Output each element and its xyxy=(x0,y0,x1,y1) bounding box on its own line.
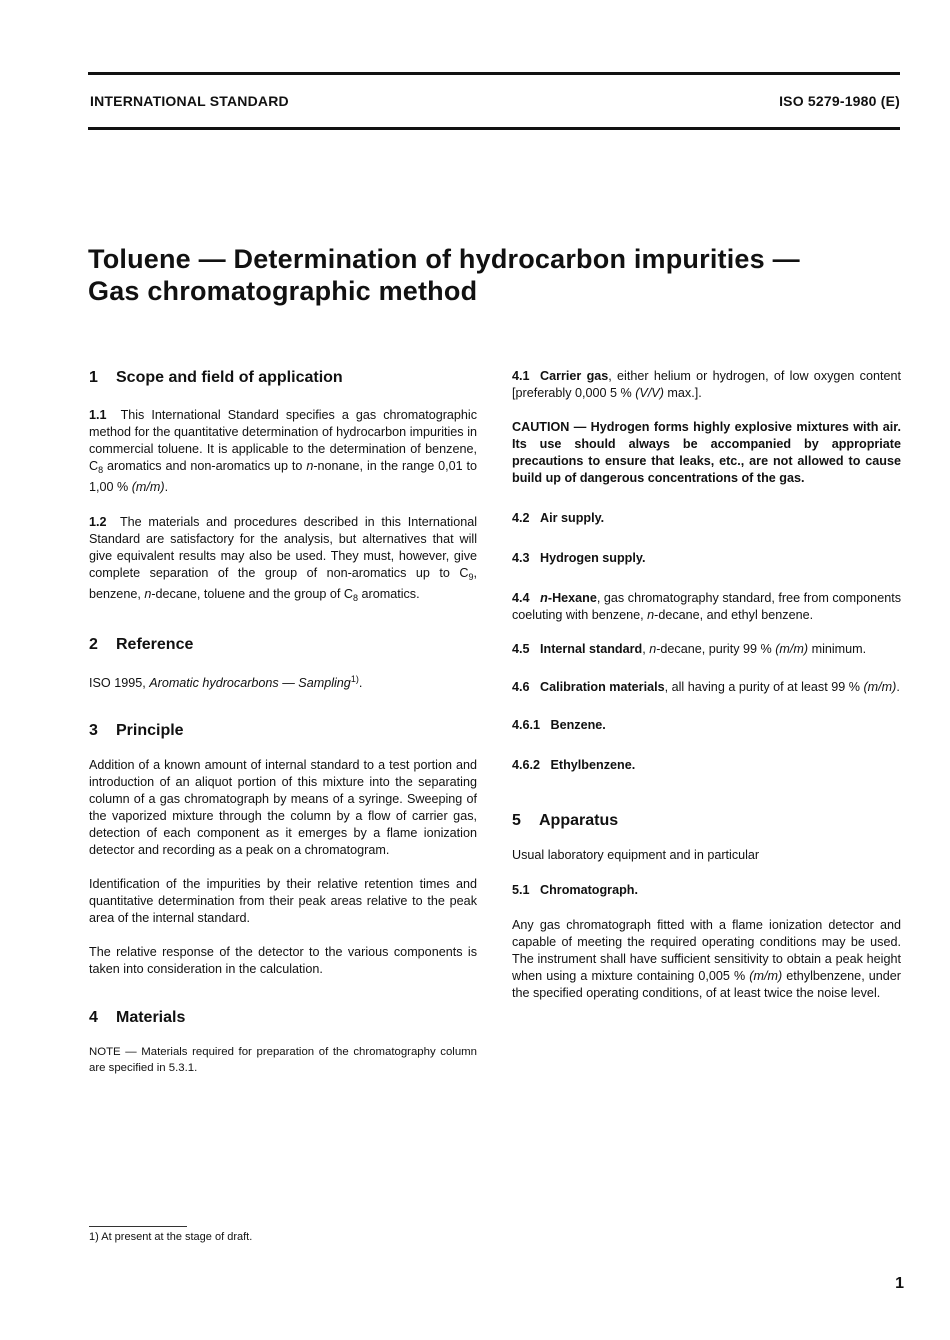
principle-paragraph-3: The relative response of the detector to the various components is taken into consideration in the calculation. xyxy=(89,945,477,976)
section-1-heading: 1 Scope and field of application xyxy=(89,369,343,386)
caution-notice: CAUTION — Hydrogen forms highly explosive mixtures with air. Its use should always be accompanied by appropriate precautions to ensure that leaks, etc., are not allowed to cause build up of dangerous concentrations of the gas. xyxy=(512,420,901,485)
header-document-number: ISO 5279-1980 (E) xyxy=(779,93,900,109)
chromatograph-description: Any gas chromatograph fitted with a flame ionization detector and capable of meeting the required operating conditions may be used. The instrument shall have sufficient sensitivity to obtain a peak height when using a mixture containing 0,005 % (m/m) ethylbenzene, under the specified operating conditions, of at least twice the noise level. xyxy=(512,918,901,1000)
clause-4-3: 4.3 Hydrogen supply. xyxy=(512,551,646,565)
section-2-heading: 2 Reference xyxy=(89,636,194,653)
principle-paragraph-1: Addition of a known amount of internal standard to a test portion and introduction of an aliquot portion of this mixture into the separating column of a gas chromatograph by means of a syringe. Sweeping of the vaporized mixture through the column by a flow of carrier gas, detection of each component as it emerges by a flame ionization detector and recording as a peak on a chromatogram. xyxy=(89,758,477,857)
footnote: 1) At present at the stage of draft. xyxy=(89,1231,253,1243)
clause-4-2: 4.2 Air supply. xyxy=(512,511,605,525)
clause-4-4: 4.4 n-Hexane, gas chromatography standard, free from components coeluting with benzene, n-decane, and ethyl benzene. xyxy=(512,591,901,622)
header-top-rule xyxy=(88,72,900,75)
header-standard-label: INTERNATIONAL STANDARD xyxy=(90,93,289,109)
clause-5-1: 5.1 Chromatograph. xyxy=(512,883,638,897)
clause-1-1: 1.1 This International Standard specifies a gas chromatographic method for the quantitative determination of hydrocarbon impurities in commercial toluene. It is applicable to the determination of benzene, $C_8$ aromatics and non-aromatics up to n-nonane, in the range 0,01 to 1,00 % (m/m). xyxy=(89,408,478,494)
page-number: 1 xyxy=(895,1275,904,1292)
clause-4-6-1: 4.6.1 Benzene. xyxy=(512,718,606,732)
clause-4-1: 4.1 Carrier gas, either helium or hydrogen, of low oxygen content [preferably 0,000 5 % (V/V) max.]. xyxy=(512,369,901,400)
clause-1-2: 1.2 The materials and procedures described in this International Standard are satisfactory for the analysis, but alternatives that will give equivalent results may also be used. They must, however, give complete separation of the group of non-aromatics up to $C_9$, benzene, n-decane, toluene and the group of $C_8$ aromatics. xyxy=(89,515,478,603)
footnote-rule xyxy=(89,1226,187,1227)
principle-paragraph-2: Identification of the impurities by their relative retention times and quantitative determination from their peak areas relative to the peak area of the internal standard. xyxy=(89,877,477,925)
title-line-1: Toluene — Determination of hydrocarbon impurities — xyxy=(88,244,800,274)
left-column xyxy=(89,368,477,1076)
section-4-heading: 4 Materials xyxy=(89,1009,186,1026)
section-3-heading: 3 Principle xyxy=(89,722,184,739)
title-line-2: Gas chromatographic method xyxy=(88,276,478,306)
apparatus-intro: Usual laboratory equipment and in particular xyxy=(512,848,760,862)
right-column xyxy=(512,368,901,1002)
clause-4-6-2: 4.6.2 Ethylbenzene. xyxy=(512,758,636,772)
materials-note: NOTE — Materials required for preparation of the chromatography column are specified in 5.3.1. xyxy=(89,1046,477,1074)
reference-entry: ISO 1995, Aromatic hydrocarbons — Sampling$^{1)}$. xyxy=(89,674,363,690)
clause-4-6: 4.6 Calibration materials, all having a purity of at least 99 % (m/m). xyxy=(512,680,900,694)
section-5-heading: 5 Apparatus xyxy=(512,812,619,829)
document-title xyxy=(88,243,908,307)
clause-4-5: 4.5 Internal standard, n-decane, purity 99 % (m/m) minimum. xyxy=(512,642,867,656)
header-bottom-rule xyxy=(88,127,900,130)
